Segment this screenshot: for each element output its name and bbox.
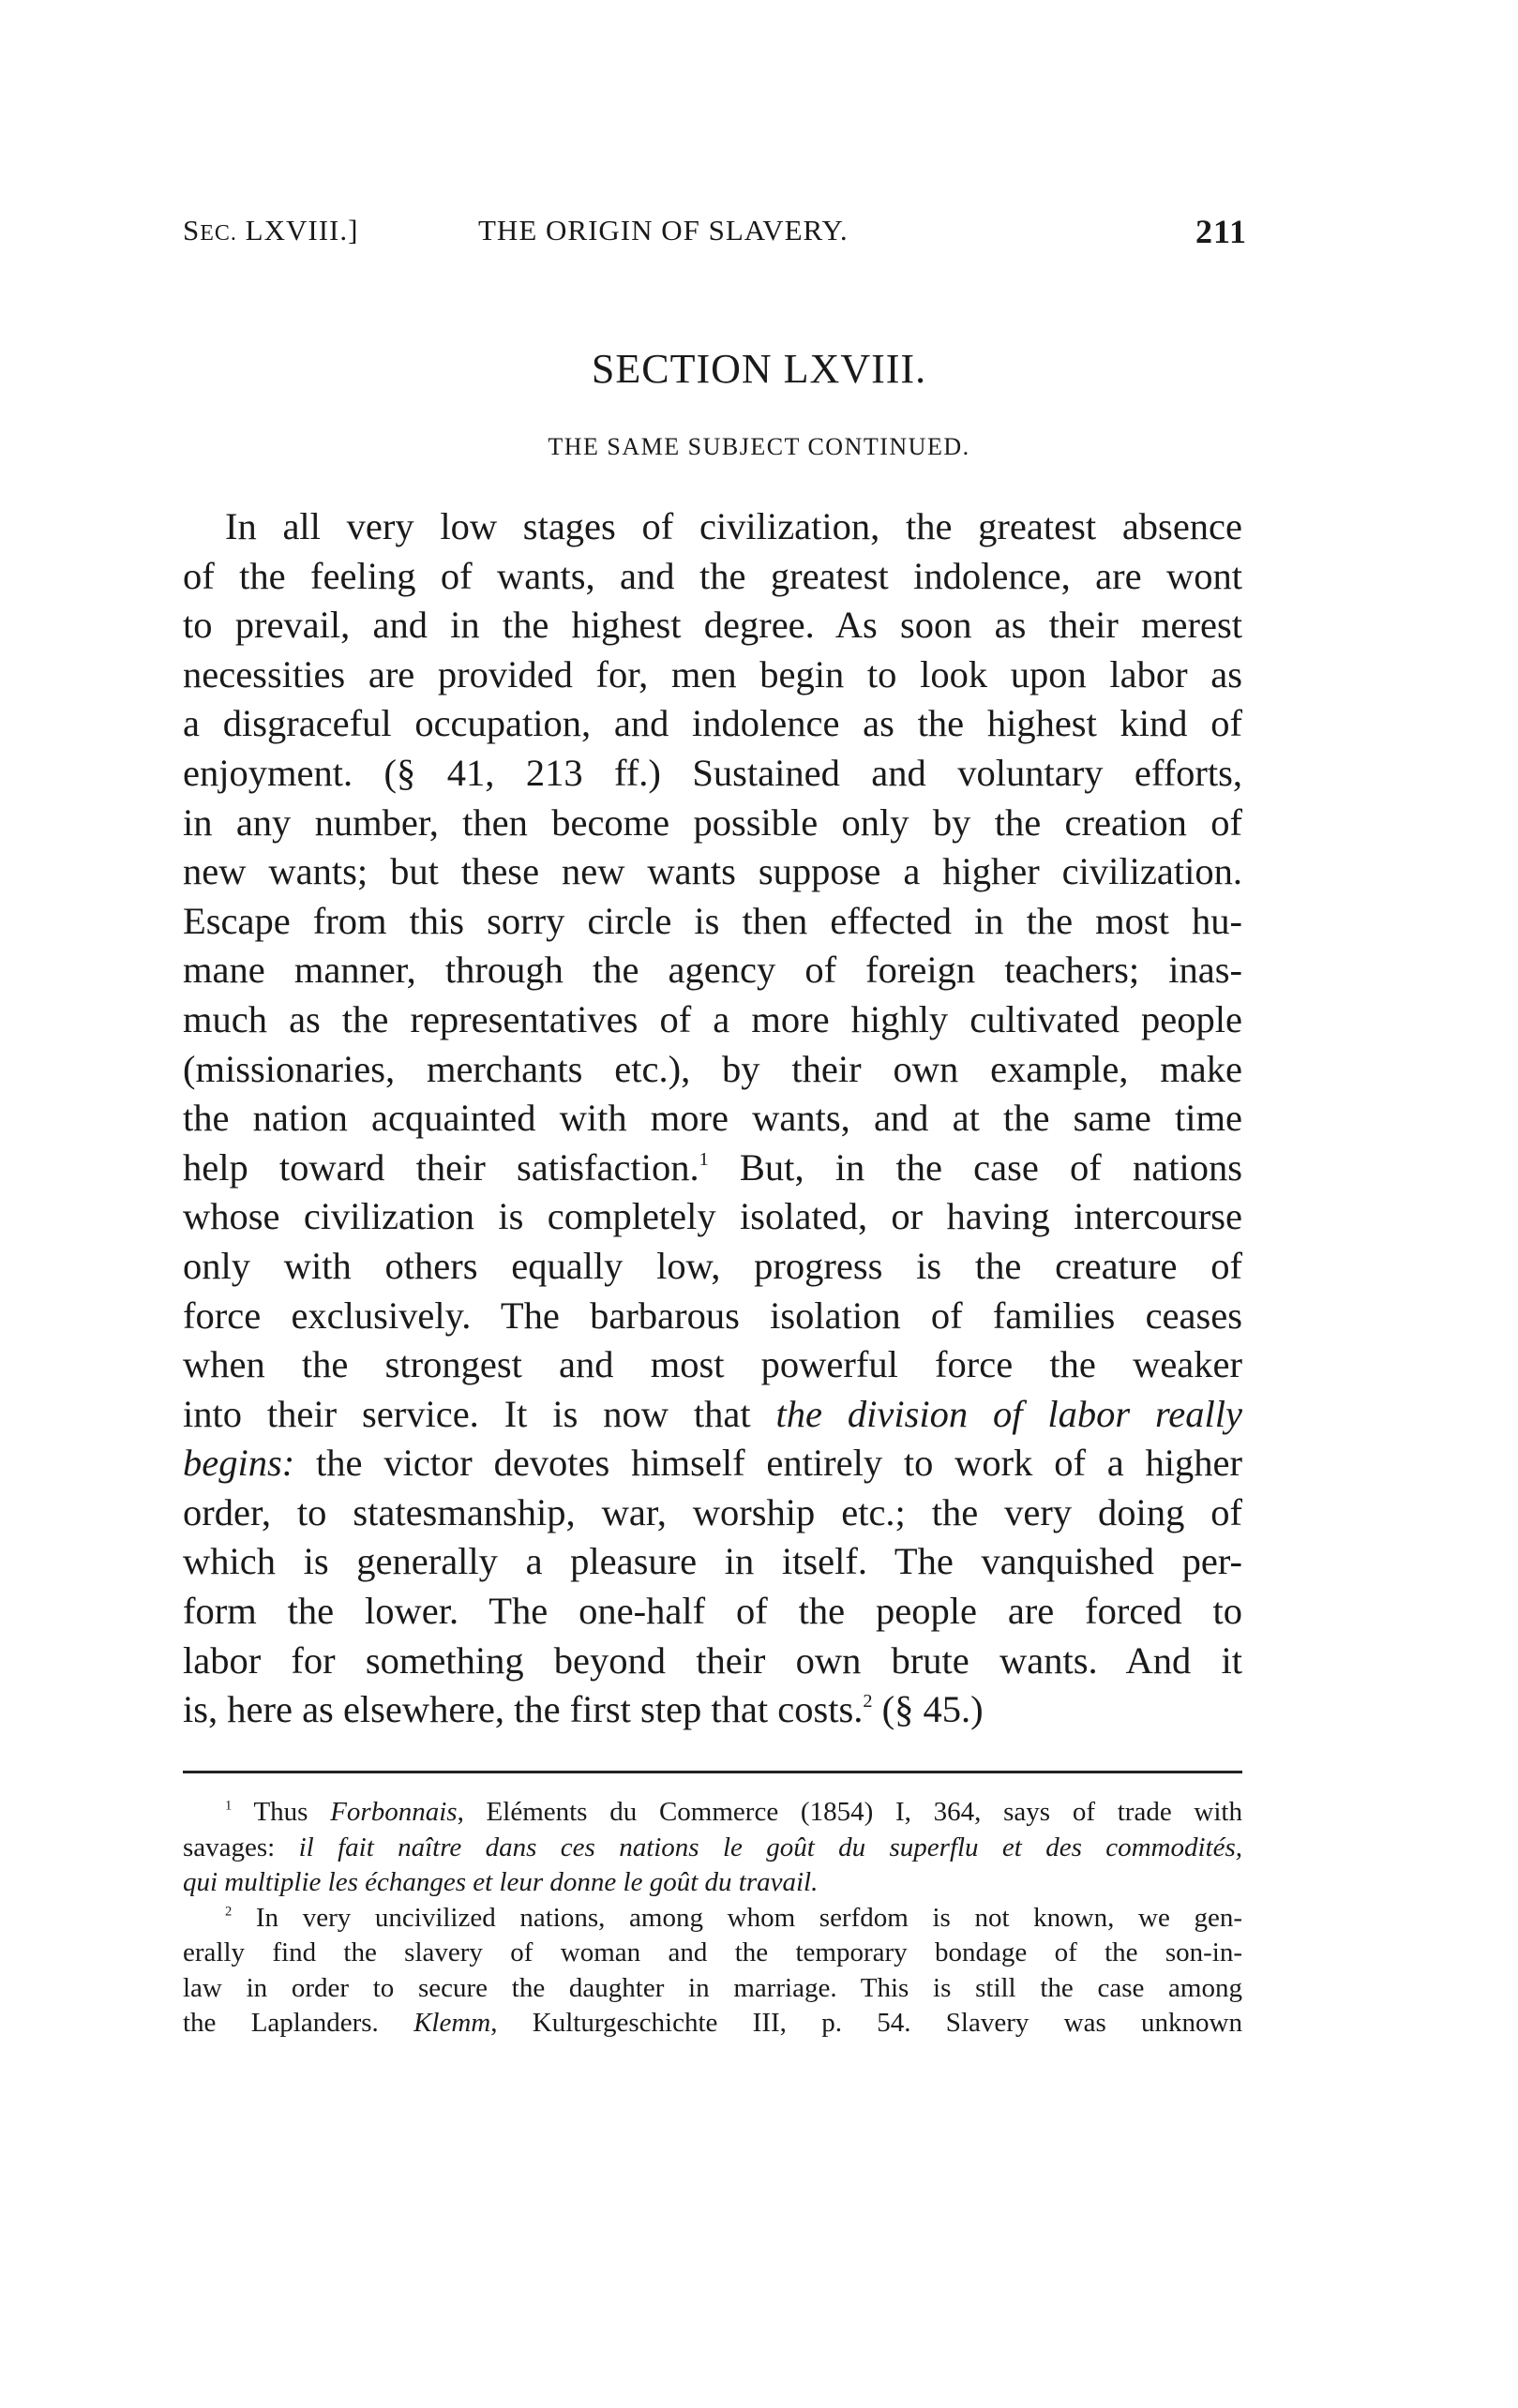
body-line: begins: the victor devotes himself entirely to work of a higher (183, 1442, 1242, 1485)
body-line: force exclusively. The barbarous isolation of families ceases (183, 1294, 1242, 1337)
footnote-2-line: law in order to secure the daughter in marriage. This is still the case among (183, 1972, 1242, 2003)
running-head (183, 214, 1247, 251)
page-number: 211 (1195, 213, 1247, 250)
body-line: into their service. It is now that the division of labor really (183, 1392, 1242, 1435)
body-line: Escape from this sorry circle is then effected in the most hu- (183, 899, 1242, 942)
body-line: to prevail, and in the highest degree. As soon as their merest (183, 604, 1242, 647)
footnote-2-line: $^2$ In very uncivilized nations, among whom serfdom is not known, we gen- (225, 1902, 1242, 1933)
body-line: necessities are provided for, men begin to look upon labor as (183, 652, 1242, 695)
footnote-2-line: erally find the slavery of woman and the temporary bondage of the son-in- (183, 1937, 1242, 1967)
body-line: in any number, then become possible only by the creation of (183, 800, 1242, 844)
body-line: form the lower. The one-half of the people are forced to (183, 1590, 1242, 1633)
author-name: Forbonnais (330, 1797, 458, 1827)
footnote-marker: 2 (225, 1903, 233, 1919)
footnote-1-line: qui multiplie les échanges et leur donne le goût du travail. (183, 1867, 819, 1897)
body-text (183, 502, 1242, 1735)
footnote-1-line: savages: il fait naître dans ces nations le goût du superflu et des commodités, (183, 1832, 1242, 1862)
body-line: much as the representatives of a more highly cultivated people (183, 997, 1242, 1040)
footnote-reference[interactable]: 1 (699, 1148, 709, 1170)
body-line: a disgraceful occupation, and indolence as the highest kind of (183, 702, 1242, 745)
section-subtitle: THE SAME SUBJECT CONTINUED. (548, 433, 970, 460)
body-line: when the strongest and most powerful force the weaker (183, 1343, 1242, 1386)
emphasis: the division of labor really (775, 1392, 1242, 1435)
body-line: (missionaries, merchants etc.), by their own example, make (183, 1047, 1242, 1090)
footnote-2-line: the Laplanders. Klemm, Kulturgeschichte III, p. 54. Slavery was unknown (183, 2008, 1242, 2038)
body-line: which is generally a pleasure in itself. The vanquished per- (183, 1540, 1242, 1583)
body-line: is, here as elsewhere, the first step that costs.$^2$ (§ 45.) (183, 1688, 984, 1731)
author-name: Klemm (413, 2008, 491, 2038)
footnote-rule (183, 1771, 1242, 1773)
body-line: the nation acquainted with more wants, and at the same time (183, 1097, 1242, 1140)
body-line: mane manner, through the agency of foreign teachers; inas- (183, 949, 1242, 992)
footnote-reference[interactable]: 2 (863, 1691, 873, 1713)
emphasis: begins: (183, 1442, 295, 1485)
footnotes (183, 1795, 1242, 2042)
running-head-section: SEC. LXVIII.] (183, 214, 359, 247)
footnote-marker: 1 (225, 1798, 233, 1814)
body-line: enjoyment. (§ 41, 213 ff.) Sustained and voluntary efforts, (183, 751, 1242, 794)
footnote-1-line: $^1$ Thus Forbonnais, Eléments du Commerce (1854) I, 364, says of trade with (225, 1797, 1242, 1827)
body-line: order, to statesmanship, war, worship etc.; the very doing of (183, 1490, 1242, 1533)
body-line: of the feeling of wants, and the greatest indolence, are wont (183, 554, 1242, 597)
body-line: In all very low stages of civilization, the greatest absence (225, 505, 1242, 547)
body-line: new wants; but these new wants suppose a higher civilization. (183, 850, 1242, 893)
body-line: only with others equally low, progress is the creature of (183, 1244, 1242, 1287)
body-line: labor for something beyond their own brute wants. And it (183, 1638, 1242, 1682)
body-line: help toward their satisfaction.$^1$ But, in the case of nations (183, 1145, 1242, 1189)
section-title: SECTION LXVIII. (591, 346, 927, 392)
running-head-title: THE ORIGIN OF SLAVERY. (478, 214, 849, 247)
body-line: whose civilization is completely isolated, or having intercourse (183, 1195, 1242, 1238)
